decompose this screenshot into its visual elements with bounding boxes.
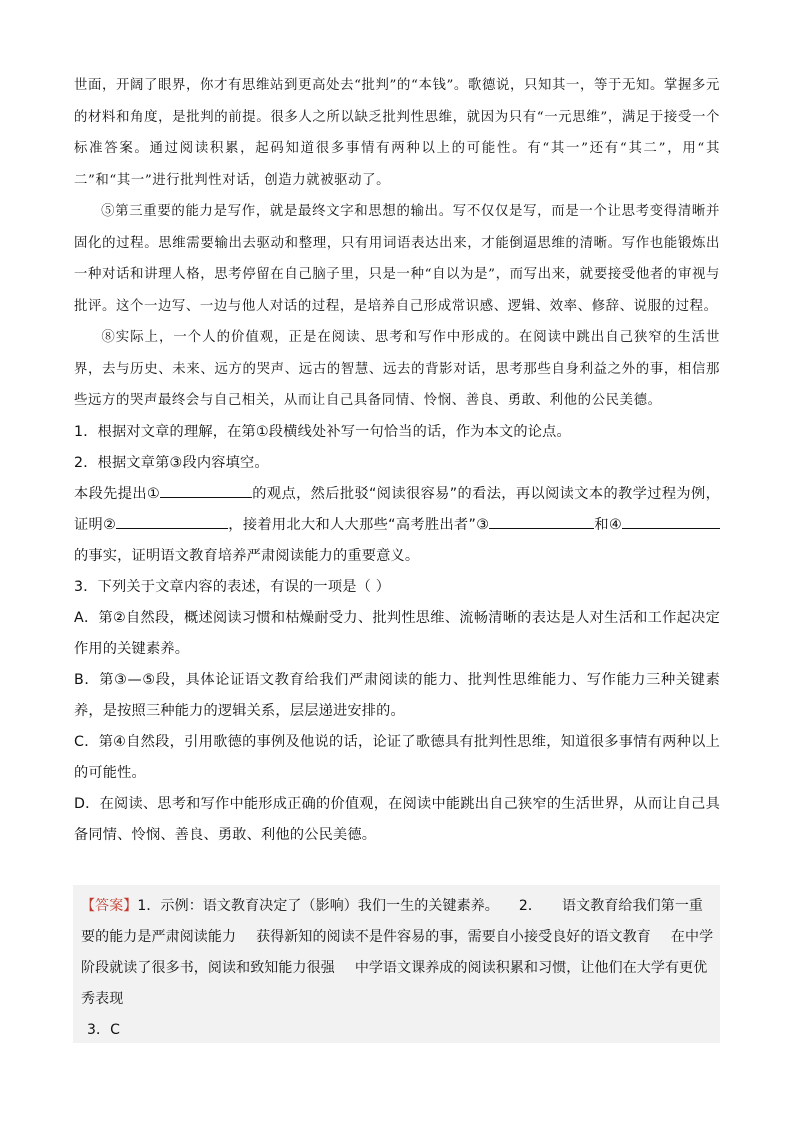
answer-3-line [81,1015,714,1046]
option-b: B．第③—⑤段，具体论证语文教育给我们严肃阅读的能力、批判性思维能力、写作能力三种关键素养，是按照三种能力的逻辑关系，层层递进安排的。 [74,671,720,719]
answer-2-part-3: 在中学阶段就读了很多书，阅读和致知能力很强 [81,929,714,976]
answer-1: 1．示例：语文教育决定了（影响）我们一生的关键素养。 [137,898,499,914]
q2-text-g: 事实，证明语文教育培养严肃阅读能力的重要意义。 [88,547,420,564]
answer-text [81,891,714,1015]
q2-text-e: 和④ [594,516,623,533]
passage-paragraph-8 [74,322,720,417]
passage-paragraph-8-text: ⑧实际上，一个人的价值观，正是在阅读、思考和写作中形成的。在阅读中跳出自己狭窄的生活世界，去与历史、未来、远方的哭声、远古的智慧、远去的背影对话，思考那些自身利益之外的事，相信那些远方的哭声最终会与自己相关，从而让自己具备同情、怜悯、善良、勇敢、利他的公民美德。 [74,330,720,408]
fill-blank-4[interactable] [622,512,720,529]
fill-blank-3[interactable] [489,512,594,529]
q2-text-d: ，接着用北大和人大那些“高考胜出者”③ [228,516,490,533]
q2-text-c: 明② [88,516,117,533]
option-a: A．第②自然段，概述阅读习惯和枯燥耐受力、批判性思维、流畅清晰的表达是人对生活和工作起决定作用的关键素养。 [74,609,720,657]
question-1: 1．根据对文章的理解，在第①段横线处补写一句恰当的话，作为本文的论点。 [74,423,571,440]
question-3-title: 3．下列关于文章内容的表述，有误的一项是（ ） [74,578,391,595]
question-2-title: 2．根据文章第③段内容填空。 [74,454,269,471]
passage-paragraph-continued: 世面，开阔了眼界，你才有思维站到更高处去“批判”的“本钱”。歌德说，只知其一，等于无知。掌握多元的材料和角度，是批判的前提。很多人之所以缺乏批判性思维，就因为只有“一元思维”，满足于接受一个标准答案。通过阅读积累，起码知道很多事情有两种以上的可能性。有“其一”还有“其二”，用“其二”和“其一”进行批判性对话，创造力就被驱动了。 [74,78,720,188]
question-2-body [74,479,720,572]
option-c: C．第④自然段，引用歌德的事例及他说的话，论证了歌德具有批判性思维，知道很多事情有两种以上的可能性。 [74,733,720,781]
answer-2-part-2: 获得新知的阅读不是件容易的事，需要自小接受良好的语文教育 [256,929,651,945]
answer-box [73,885,720,1043]
answer-2-part-1: 语文教育给我们第一重要的能力是严肃阅读能力 [81,898,704,945]
answer-2-number: 2． [518,898,543,914]
passage-paragraph-5-text: ⑤第三重要的能力是写作，就是最终文字和思想的输出。写不仅仅是写，而是一个让思考变得清晰并固化的过程。思维需要输出去驱动和整理，只有用词语表达出来，才能倒逼思维的清晰。写作也能锻炼出一种对话和讲理人格，思考停留在自己脑子里，只是一种“自以为是”，而写出来，就要接受他者的审视与批评。这个一边写、一边与他人对话的过程，是培养自己形成常识感、逻辑、效率、修辞、说服的过程。 [74,204,720,314]
q2-text-f: 的 [74,547,89,564]
answer-tag: 【答案】 [81,898,138,914]
passage-paragraph-5 [74,196,720,322]
questions-section [74,417,720,851]
fill-blank-1[interactable] [160,481,252,498]
document-page [74,70,720,851]
reading-passage [74,70,720,417]
answer-3: 3．C [87,1022,120,1038]
q2-text-b: 的观点，然后批驳“阅读很容易”的看法，再以阅读文本的教学过程为例，证 [74,485,720,533]
option-d: D．在阅读、思考和写作中能形成正确的价值观，在阅读中能跳出自己狭窄的生活世界，从而让自己具备同情、怜悯、善良、勇敢、利他的公民美德。 [74,795,720,843]
fill-blank-2[interactable] [116,512,228,529]
answer-2-part-4: 中学语文课养成的阅读积累和习惯，让他们在大学有更优秀表现 [81,960,708,1007]
q2-text-a: 本段先提出① [74,485,161,502]
